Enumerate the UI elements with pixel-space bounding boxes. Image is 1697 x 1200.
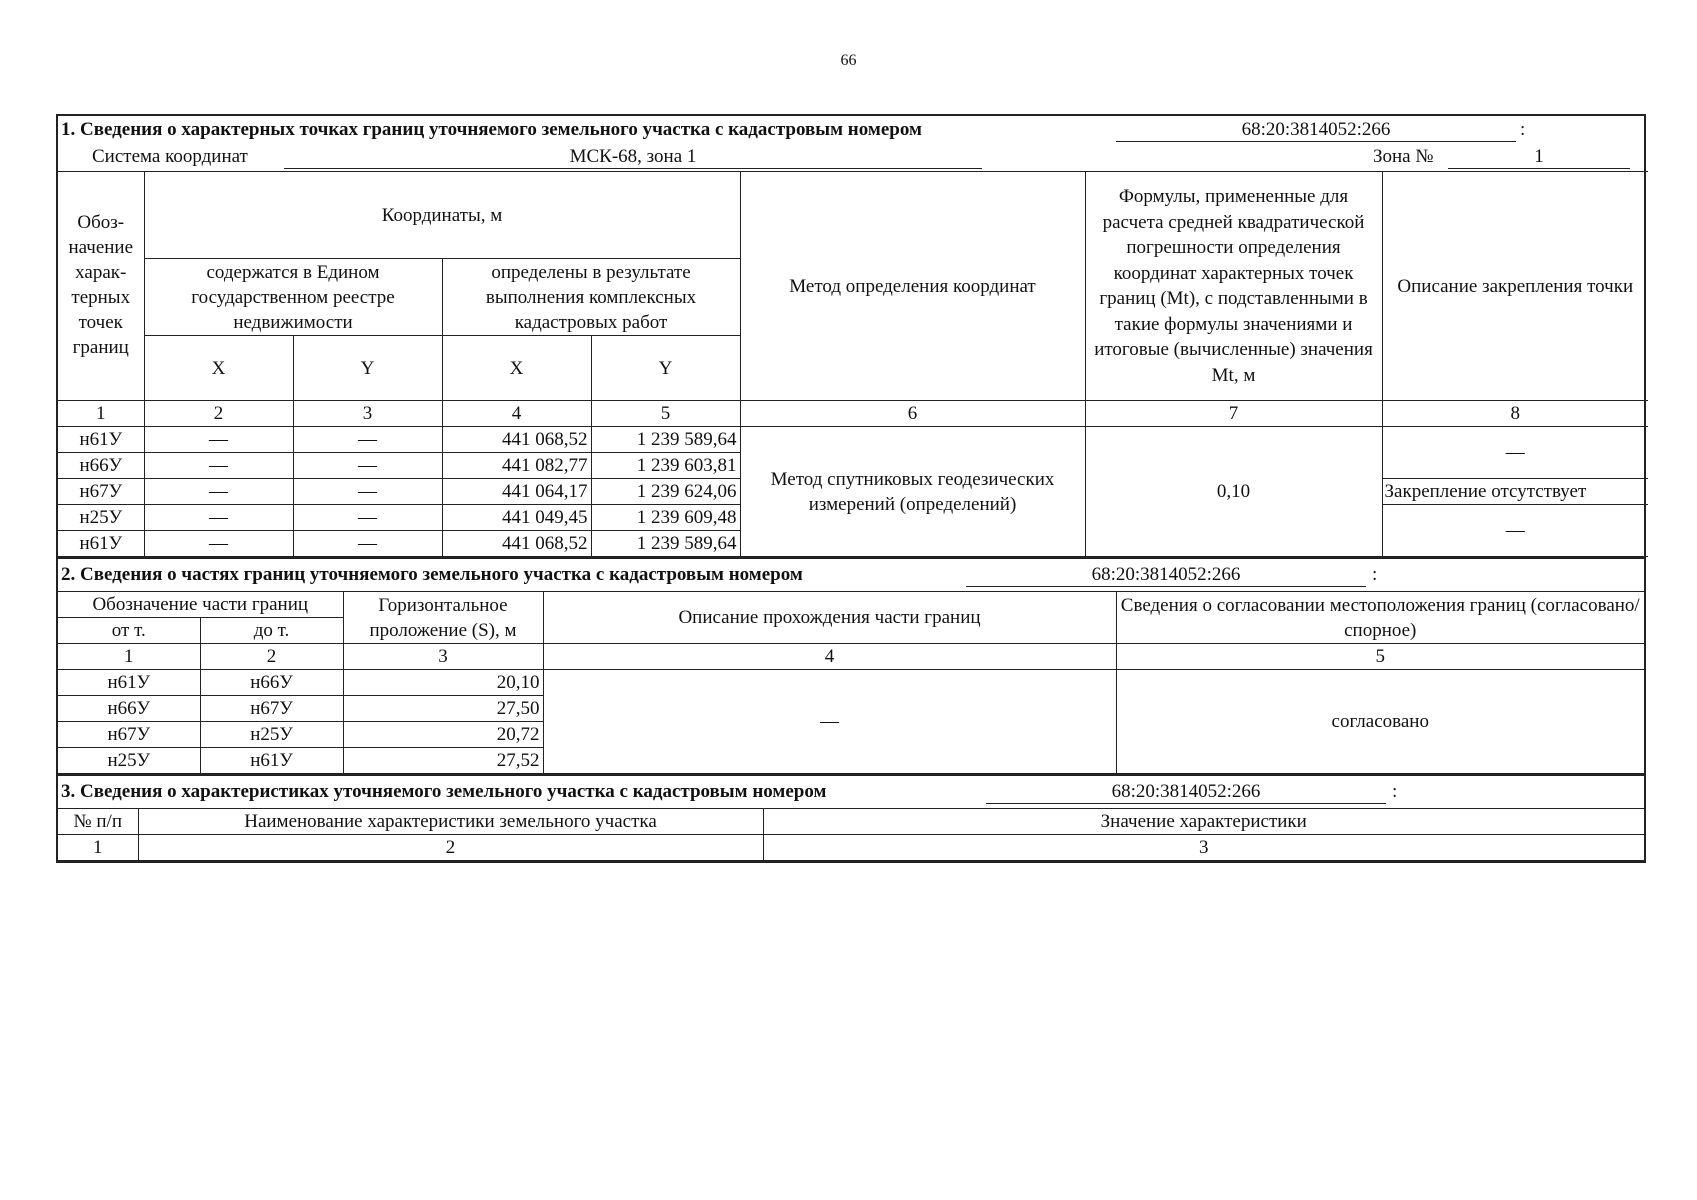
s-cell: 20,72: [343, 722, 543, 748]
section-3-title: 3. Сведения о характеристиках уточняемого земельного участка с кадастровым номером: [61, 781, 827, 802]
page-number: 66: [840, 52, 857, 69]
to-cell: н25У: [200, 722, 343, 748]
x-registry-cell: —: [144, 531, 293, 557]
name-header: Наименование характеристики земельного участка: [138, 809, 763, 835]
characteristics-table: [58, 808, 1644, 861]
mt-value: 0,10: [1085, 427, 1382, 557]
col-num: 3: [763, 835, 1644, 861]
y-registry-cell: —: [293, 505, 442, 531]
method-value: Метод спутниковых геодезических измерений (определений): [740, 427, 1085, 557]
col-num: 3: [293, 401, 442, 427]
section-3: [56, 774, 1646, 863]
y-cell: 1 239 624,06: [591, 479, 740, 505]
to-cell: н66У: [200, 670, 343, 696]
horizontal-header: Горизонтальное проложение (S), м: [343, 592, 543, 644]
x-registry-cell: —: [144, 427, 293, 453]
description-value: —: [543, 670, 1116, 774]
section-2-colon: :: [1372, 564, 1378, 585]
section-1-header: [58, 116, 1644, 143]
x-registry-cell: —: [144, 479, 293, 505]
y-registry-cell: —: [293, 479, 442, 505]
point-cell: н61У: [58, 531, 144, 557]
s-cell: 20,10: [343, 670, 543, 696]
col-num: 4: [442, 401, 591, 427]
method-header: Метод определения координат: [740, 172, 1085, 401]
section-2: [56, 557, 1646, 774]
point-cell: н25У: [58, 505, 144, 531]
fixing-value-3: —: [1382, 505, 1648, 557]
coord-system-label: Система координат: [92, 146, 248, 167]
fixing-value-1: —: [1382, 427, 1648, 479]
col-num: 2: [144, 401, 293, 427]
point-cell: н66У: [58, 453, 144, 479]
fixing-header: Описание закрепления точки: [1382, 172, 1648, 401]
section-3-header: [58, 776, 1644, 808]
from-cell: н25У: [58, 748, 200, 774]
x-cell: 441 049,45: [442, 505, 591, 531]
section-1-colon: :: [1520, 119, 1526, 140]
point-cell: н61У: [58, 427, 144, 453]
coord-system-value: МСК-68, зона 1: [284, 146, 982, 169]
x-registry-cell: —: [144, 505, 293, 531]
section-2-header: [58, 559, 1644, 591]
col-num: 5: [1116, 644, 1644, 670]
agreement-value: согласовано: [1116, 670, 1644, 774]
s-cell: 27,52: [343, 748, 543, 774]
in-registry-header: содержатся в Едином государственном реестре недвижимости: [144, 259, 442, 336]
col-num: 2: [200, 644, 343, 670]
document: [56, 114, 1646, 863]
column-numbers-row: [58, 835, 1644, 861]
part-designation-header: Обозначение части границ: [58, 592, 343, 618]
y-registry-header: Y: [293, 336, 442, 401]
from-header: от т.: [58, 618, 200, 644]
x-cell: 441 068,52: [442, 531, 591, 557]
y-registry-cell: —: [293, 453, 442, 479]
formulas-header: Формулы, примененные для расчета средней квадратической погрешности определения координат характерных точек границ (Mt), с подставленными в такие формулы значениями и итоговые (вычисленные) значения Mt, м: [1085, 172, 1382, 401]
col-num: 7: [1085, 401, 1382, 427]
points-table: [58, 171, 1648, 557]
fixing-value-2: Закрепление отсутствует: [1382, 479, 1648, 505]
no-header: № п/п: [58, 809, 138, 835]
table-row: [58, 670, 1644, 696]
x-cell: 441 064,17: [442, 479, 591, 505]
y-cell: 1 239 589,64: [591, 427, 740, 453]
x-registry-cell: —: [144, 453, 293, 479]
y-registry-cell: —: [293, 427, 442, 453]
section-2-cadastral-number: 68:20:3814052:266: [966, 564, 1366, 587]
zone-label: Зона №: [1373, 146, 1434, 167]
description-header: Описание прохождения части границ: [543, 592, 1116, 644]
y-cell: 1 239 603,81: [591, 453, 740, 479]
from-cell: н61У: [58, 670, 200, 696]
value-header: Значение характеристики: [763, 809, 1644, 835]
parts-table: [58, 591, 1644, 774]
coord-system-row: [58, 143, 1644, 171]
to-cell: н61У: [200, 748, 343, 774]
col-num: 4: [543, 644, 1116, 670]
y-determined-header: Y: [591, 336, 740, 401]
s-cell: 27,50: [343, 696, 543, 722]
y-cell: 1 239 609,48: [591, 505, 740, 531]
col-num: 8: [1382, 401, 1648, 427]
zone-value: 1: [1448, 146, 1630, 169]
coordinates-header: Координаты, м: [144, 172, 740, 259]
y-registry-cell: —: [293, 531, 442, 557]
section-2-title: 2. Сведения о частях границ уточняемого земельного участка с кадастровым номером: [61, 564, 803, 585]
section-3-colon: :: [1392, 781, 1398, 802]
column-numbers-row: [58, 644, 1644, 670]
y-cell: 1 239 589,64: [591, 531, 740, 557]
col-num: 3: [343, 644, 543, 670]
x-cell: 441 082,77: [442, 453, 591, 479]
to-cell: н67У: [200, 696, 343, 722]
col-num: 2: [138, 835, 763, 861]
agreement-header: Сведения о согласовании местоположения границ (согласовано/спорное): [1116, 592, 1644, 644]
from-cell: н66У: [58, 696, 200, 722]
x-registry-header: X: [144, 336, 293, 401]
section-1-title: 1. Сведения о характерных точках границ уточняемого земельного участка с кадастровым номером: [61, 119, 922, 140]
column-numbers-row: [58, 401, 1648, 427]
col-num: 1: [58, 835, 138, 861]
col-num: 6: [740, 401, 1085, 427]
point-designation-header: Обоз-начение харак-терных точек границ: [58, 172, 144, 401]
section-3-cadastral-number: 68:20:3814052:266: [986, 781, 1386, 804]
x-cell: 441 068,52: [442, 427, 591, 453]
point-cell: н67У: [58, 479, 144, 505]
from-cell: н67У: [58, 722, 200, 748]
to-header: до т.: [200, 618, 343, 644]
section-1-cadastral-number: 68:20:3814052:266: [1116, 119, 1516, 142]
x-determined-header: X: [442, 336, 591, 401]
col-num: 1: [58, 401, 144, 427]
determined-header: определены в результате выполнения комплексных кадастровых работ: [442, 259, 740, 336]
col-num: 1: [58, 644, 200, 670]
table-row: [58, 427, 1648, 453]
col-num: 5: [591, 401, 740, 427]
section-1: [56, 114, 1646, 557]
